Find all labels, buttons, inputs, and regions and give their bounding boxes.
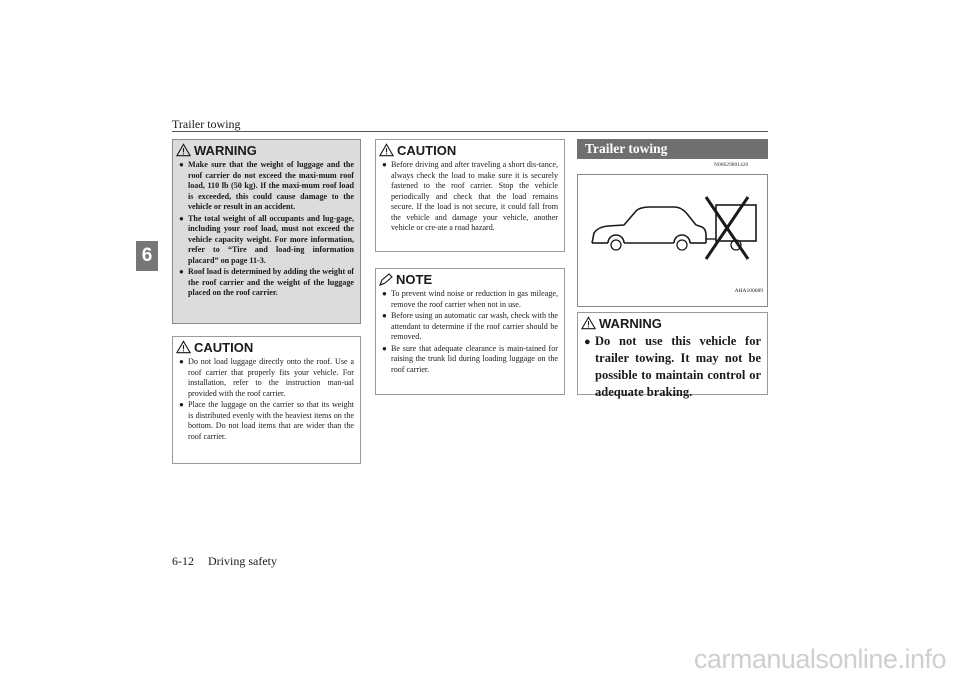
list-item: ● Make sure that the weight of luggage and the roof carrier do not exceed the maxi-mum roof load, 110 lb (50 kg). If the maxi-mum roof load is exceeded, this could cause damage to the vehicle or result in an accident. <box>179 160 354 211</box>
bullet-icon: ● <box>179 160 184 169</box>
bullet-icon: ● <box>382 311 387 320</box>
caution-label: CAUTION <box>397 142 457 158</box>
caution-label: CAUTION <box>194 339 254 355</box>
footer-section: Driving safety <box>208 554 277 568</box>
note-header <box>376 269 564 289</box>
warning-header <box>173 140 360 160</box>
caution-triangle-icon <box>379 143 394 157</box>
bullet-icon: ● <box>382 160 387 169</box>
bullet-icon: ● <box>179 267 184 276</box>
note-list <box>376 289 564 381</box>
caution-header <box>376 140 564 160</box>
caution-header <box>173 337 360 357</box>
chapter-tab: 6 <box>136 241 158 271</box>
warning-list <box>578 333 767 407</box>
caution-list <box>173 357 360 448</box>
page-number: 6-12 <box>172 554 194 568</box>
illustration-code: AHA100689 <box>734 288 763 294</box>
bullet-icon: ● <box>382 343 387 353</box>
header-rule <box>172 131 768 132</box>
caution-box-check-load <box>375 139 565 252</box>
warning-triangle-icon <box>581 316 596 330</box>
page-footer <box>172 554 277 569</box>
bullet-icon: ● <box>179 400 184 409</box>
warning-triangle-icon <box>176 143 191 157</box>
list-item: ● The total weight of all occupants and lug-gage, including your roof load, must not exceed the vehicle capacity weight. For more information, refer to “Tire and load-ing information placard” on page 11-3. <box>179 213 354 265</box>
note-pencil-icon <box>379 273 393 286</box>
warning-header <box>578 313 767 333</box>
list-item: ● Roof load is determined by adding the weight of the roof carrier and the weight of the luggage placed on the roof carrier. <box>179 267 354 297</box>
list-item: ● Place the luggage on the carrier so that its weight is distributed evenly with the heaviest items on the bottom. Do not load items that are wider than the roof carrier. <box>179 400 354 441</box>
list-item: ● Before using an automatic car wash, check with the attendant to determine if the roof carrier should be removed. <box>382 311 558 341</box>
bullet-icon: ● <box>382 289 387 298</box>
caution-list <box>376 160 564 240</box>
car-trailer-crossed-icon <box>578 175 767 306</box>
site-watermark: carmanualsonline.info <box>693 644 946 674</box>
note-label: NOTE <box>396 271 433 287</box>
bullet-icon: ● <box>179 213 184 223</box>
warning-box-roof-load <box>172 139 361 324</box>
bullet-icon: ● <box>584 336 591 348</box>
caution-triangle-icon <box>176 340 191 354</box>
page-header-title: Trailer towing <box>172 117 241 131</box>
list-item: ● Do not use this vehicle for trailer towing. It may not be possible to maintain control or adequate braking. <box>584 334 761 399</box>
list-item: ● Be sure that adequate clearance is main-tained for raising the trunk lid during loading luggage on the roof carrier. <box>382 343 558 374</box>
reference-code: N00629801420 <box>714 162 749 168</box>
list-item: ● Do not load luggage directly onto the roof. Use a roof carrier that properly fits your vehicle. For installation, refer to the instruction man-ual provided with the roof carrier. <box>179 357 354 398</box>
caution-box-loading <box>172 336 361 464</box>
no-towing-illustration <box>577 174 768 307</box>
note-box <box>375 268 565 395</box>
warning-label: WARNING <box>599 315 662 331</box>
bullet-icon: ● <box>179 357 184 366</box>
warning-box-no-towing <box>577 312 768 399</box>
list-item: ● Before driving and after traveling a short dis-tance, always check the load to make sure it is securely fastened to the roof carrier. Stop the vehicle periodically and check that the load remains secure. If the load is not secure, it could fall from the vehicle and damage your vehicle, another vehicle or cre-ate a road hazard. <box>382 160 558 232</box>
section-title: Trailer towing <box>577 139 768 159</box>
list-item: ● To prevent wind noise or reduction in gas mileage, remove the roof carrier when not in use. <box>382 289 558 309</box>
warning-label: WARNING <box>194 142 257 158</box>
warning-list <box>173 160 360 305</box>
